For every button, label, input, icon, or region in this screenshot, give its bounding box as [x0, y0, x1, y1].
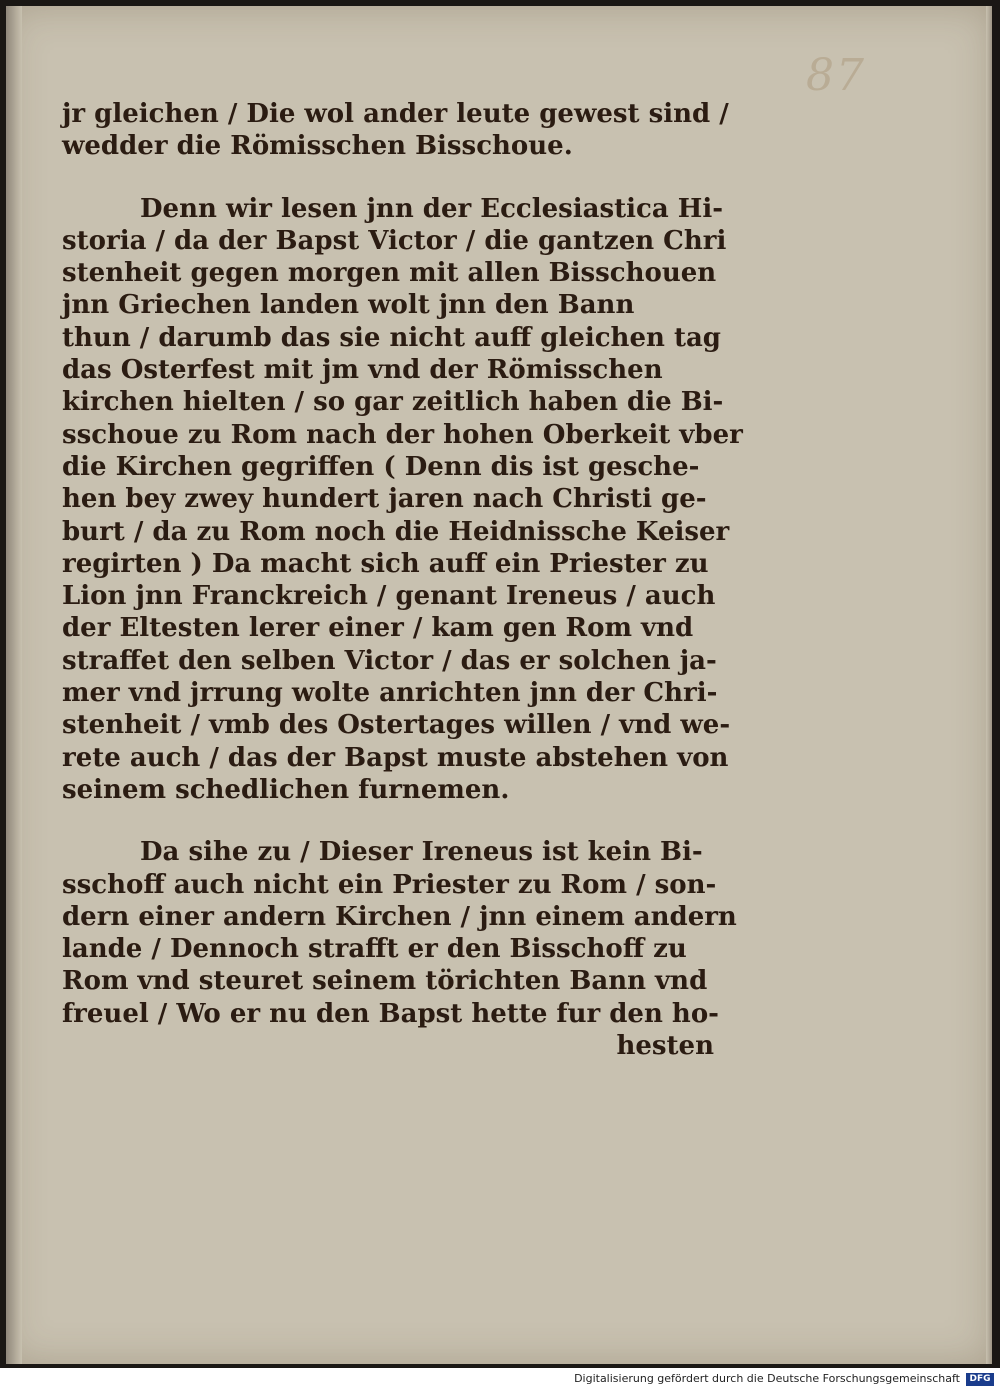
- page-outer-edge: [986, 6, 992, 1364]
- dfg-logo: DFG: [966, 1373, 994, 1386]
- text-line: das Osterfest mit jm vnd der Römisschen: [62, 355, 663, 386]
- paragraph-2: [62, 193, 743, 807]
- text-line: freuel / Wo er nu den Bapst hette fur den ho-: [62, 998, 719, 1029]
- text-line: Da sihe zu / Dieser Ireneus ist kein Bi-: [140, 837, 703, 868]
- book-page: [6, 6, 992, 1364]
- paragraph-3: [62, 836, 737, 1030]
- text-line: die Kirchen gegriffen ( Denn dis ist gesche-: [62, 451, 700, 482]
- text-line: Rom vnd steuret seinem törichten Bann vnd: [62, 966, 708, 997]
- text-line: lande / Dennoch strafft er den Bisschoff zu: [62, 934, 687, 965]
- text-block: [62, 98, 743, 1062]
- text-line: hen bey zwey hundert jaren nach Christi ge-: [62, 484, 707, 515]
- folio-number: 87: [806, 50, 866, 101]
- text-line: Lion jnn Franckreich / genant Ireneus / auch: [62, 581, 716, 612]
- text-line: seinem schedlichen furnemen.: [62, 774, 510, 805]
- paragraph-1: [62, 98, 729, 163]
- text-line: sschoue zu Rom nach der hohen Oberkeit vber: [62, 419, 743, 450]
- text-line: jr gleichen / Die wol ander leute gewest sind /: [62, 99, 729, 129]
- text-line: storia / da der Bapst Victor / die gantzen Chri: [62, 225, 727, 256]
- text-line: stenheit / vmb des Ostertages willen / vnd we-: [62, 710, 731, 741]
- text-line: wedder die Römisschen Bisschoue.: [62, 131, 573, 162]
- text-line: jnn Griechen landen wolt jnn den Bann: [62, 290, 635, 321]
- text-line: der Eltesten lerer einer / kam gen Rom vnd: [62, 613, 694, 644]
- text-line: burt / da zu Rom noch die Heidnissche Keiser: [62, 516, 730, 547]
- text-line: straffet den selben Victor / das er solchen ja-: [62, 645, 717, 676]
- page-binding-edge: [6, 6, 22, 1364]
- text-line: kirchen hielten / so gar zeitlich haben die Bi-: [62, 387, 724, 418]
- text-line: rete auch / das der Bapst muste abstehen von: [62, 742, 729, 773]
- text-line: dern einer andern Kirchen / jnn einem andern: [62, 901, 737, 932]
- funding-credit: Digitalisierung gefördert durch die Deutsche Forschungsgemeinschaft: [574, 1372, 960, 1385]
- text-line: Denn wir lesen jnn der Ecclesiastica Hi-: [140, 193, 723, 224]
- text-line: regirten ) Da macht sich auff ein Priester zu: [62, 548, 709, 579]
- text-line: sschoff auch nicht ein Priester zu Rom / son-: [62, 869, 717, 900]
- text-line: thun / darumb das sie nicht auff gleichen tag: [62, 322, 721, 353]
- text-line: mer vnd jrrung wolte anrichten jnn der Chri-: [62, 678, 718, 709]
- catchword: hesten: [616, 1031, 714, 1062]
- footer-bar: [0, 1368, 1000, 1392]
- text-line: stenheit gegen morgen mit allen Bisschouen: [62, 258, 717, 289]
